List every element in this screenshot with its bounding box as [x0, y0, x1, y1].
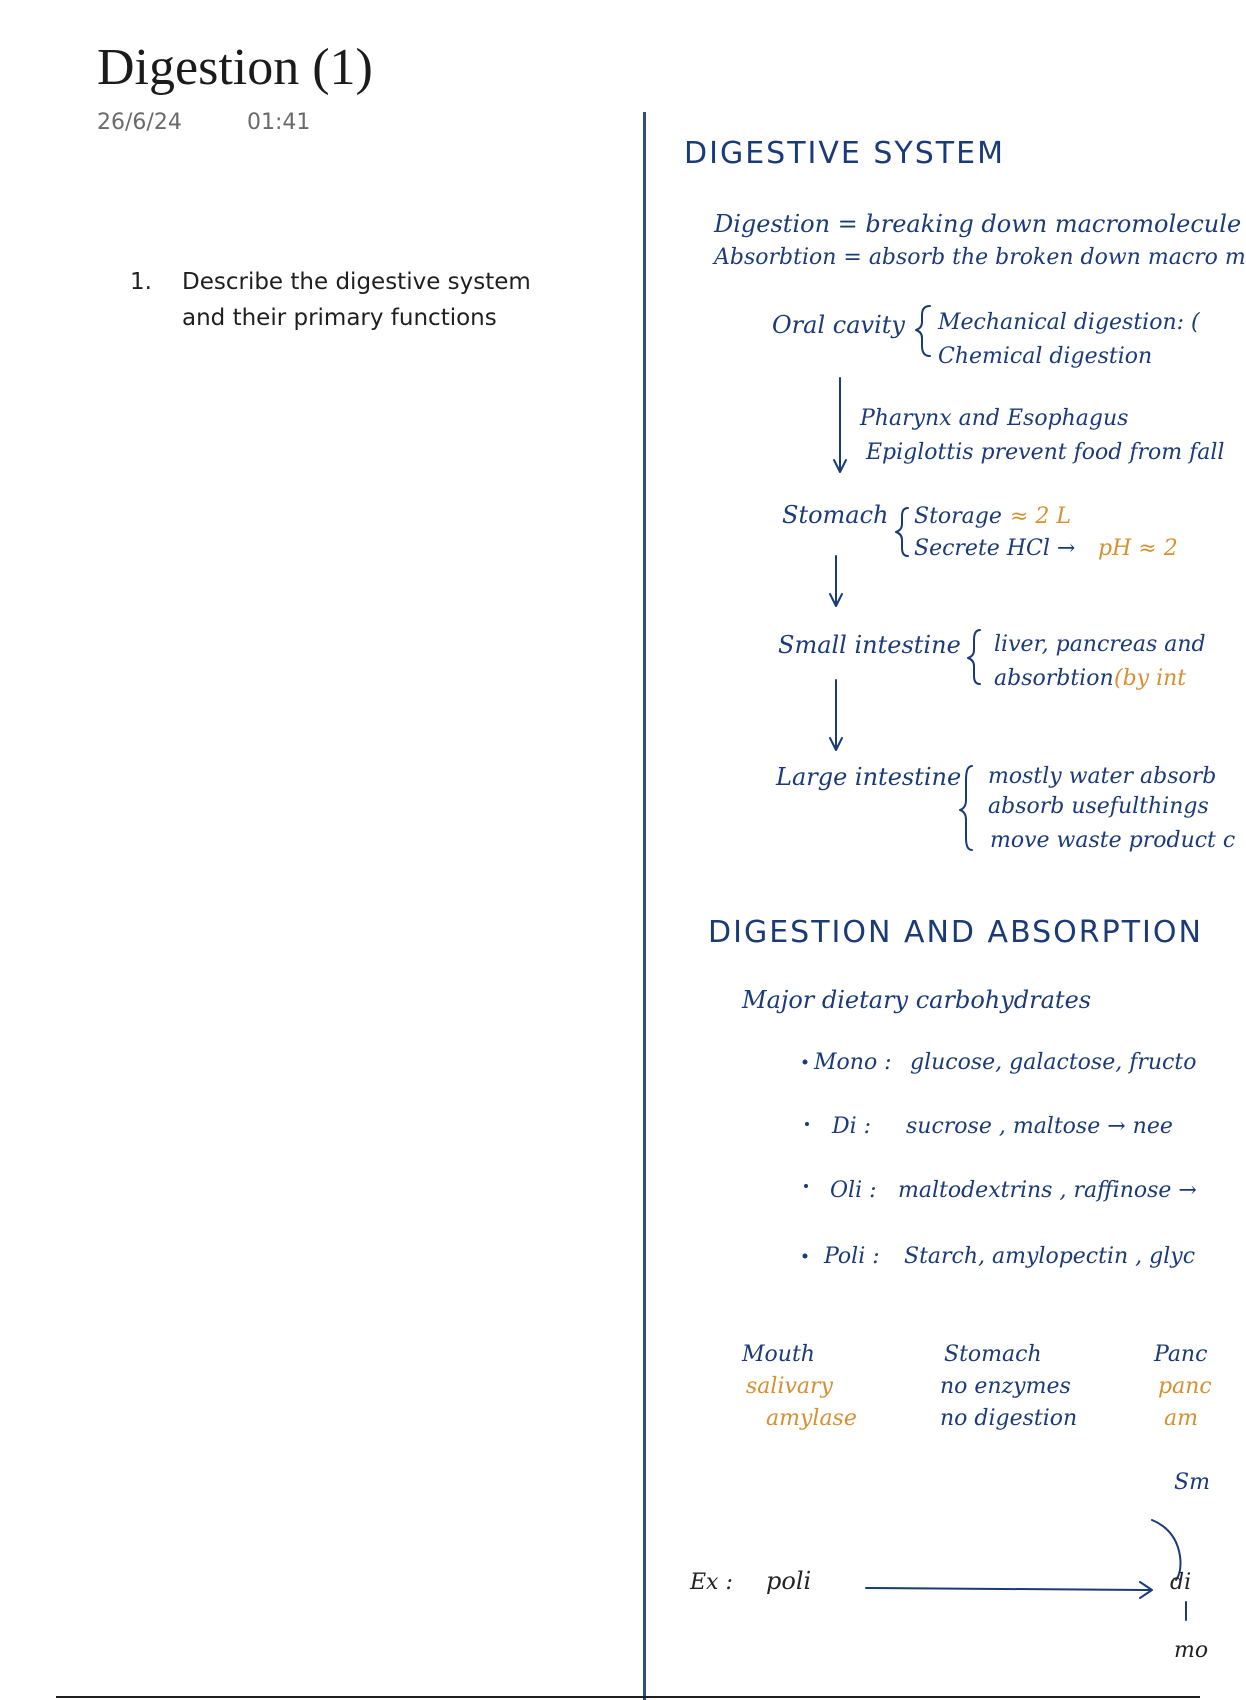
label-oral-cavity: Oral cavity	[772, 311, 905, 339]
oral-cavity-mechanical: Mechanical digestion: (	[938, 310, 1200, 335]
carb-label-oli: Oli :	[830, 1178, 877, 1203]
carb-text-poli: Starch, amylopectin , glyc	[904, 1244, 1196, 1269]
bullet-di	[805, 1122, 809, 1126]
example-label: Ex :	[690, 1570, 733, 1595]
notes-heading-digestion-absorption: DIGESTION AND ABSORPTION	[708, 915, 1203, 950]
outline-item-number: 1.	[130, 269, 152, 295]
outline-list	[128, 264, 578, 336]
table-header-pancreas: Panc	[1154, 1342, 1208, 1367]
brace-stomach	[896, 508, 908, 556]
small-intestine-line-2: absorbtion	[994, 666, 1114, 691]
outline-item[interactable]	[128, 264, 578, 336]
brace-small-intestine	[968, 630, 980, 684]
table-header-stomach: Stomach	[944, 1342, 1042, 1367]
definition-digestion: Digestion = breaking down macromolecule	[714, 210, 1242, 238]
page-time: 01:41	[247, 110, 311, 135]
table-pancreas-line-2: am	[1164, 1406, 1198, 1431]
brace-large-intestine	[960, 766, 972, 850]
table-pancreas-line-1: panc	[1158, 1374, 1212, 1399]
oral-cavity-chemical: Chemical digestion	[938, 344, 1153, 369]
carb-label-mono: Mono :	[814, 1050, 892, 1075]
brace-oral-cavity	[916, 306, 930, 356]
carb-text-mono: glucose, galactose, fructo	[910, 1050, 1197, 1075]
stomach-storage-note: ≈ 2 L	[1010, 504, 1072, 529]
example-value: poli	[766, 1567, 812, 1595]
carb-text-oli: maltodextrins , raffinose →	[898, 1178, 1197, 1203]
table-stomach-line-2: no digestion	[940, 1406, 1078, 1431]
small-intestine-note: (by int	[1114, 666, 1187, 691]
example-target: di	[1170, 1570, 1192, 1595]
table-mouth-line-1: salivary	[746, 1374, 833, 1399]
large-intestine-line-1: mostly water absorb	[988, 764, 1217, 789]
definition-absorption: Absorbtion = absorb the broken down macro m	[714, 245, 1246, 270]
bullet-oli	[804, 1184, 808, 1188]
page-title: Digestion (1)	[97, 39, 373, 96]
example-arrow	[866, 1588, 1150, 1590]
bottom-rule	[56, 1696, 1200, 1698]
label-small-intestine: Small intestine	[778, 631, 961, 659]
example-target-2: mo	[1174, 1638, 1209, 1663]
carbs-title: Major dietary carbohydrates	[742, 986, 1092, 1014]
outline-item-text: Describe the digestive system and their primary functions	[182, 269, 531, 331]
page-date: 26/6/24	[97, 110, 182, 135]
large-intestine-line-3: move waste product c	[990, 828, 1236, 853]
label-stomach: Stomach	[782, 501, 889, 529]
stomach-storage: Storage	[914, 504, 1002, 529]
table-small-intestine: Sm	[1174, 1470, 1210, 1495]
stomach-ph-note: pH ≈ 2	[1098, 536, 1178, 561]
table-stomach-line-1: no enzymes	[940, 1374, 1071, 1399]
carb-text-di: sucrose , maltose → nee	[906, 1114, 1173, 1139]
handwritten-notes-panel[interactable]	[646, 0, 1246, 1700]
pharynx-line: Pharynx and Esophagus	[860, 406, 1129, 431]
table-header-mouth: Mouth	[742, 1342, 815, 1367]
large-intestine-line-2: absorb usefulthings	[988, 794, 1209, 819]
table-mouth-line-2: amylase	[766, 1406, 857, 1431]
carb-label-poli: Poli :	[824, 1244, 880, 1269]
epiglottis-line: Epiglottis prevent food from fall	[866, 440, 1225, 465]
small-intestine-line-1: liver, pancreas and	[994, 632, 1206, 657]
carb-label-di: Di :	[832, 1114, 872, 1139]
bullet-mono	[803, 1060, 808, 1065]
notes-heading-digestive-system: DIGESTIVE SYSTEM	[684, 136, 1005, 171]
stomach-secrete: Secrete HCl →	[914, 536, 1076, 561]
label-large-intestine: Large intestine	[776, 763, 962, 791]
bullet-poli	[803, 1254, 808, 1259]
